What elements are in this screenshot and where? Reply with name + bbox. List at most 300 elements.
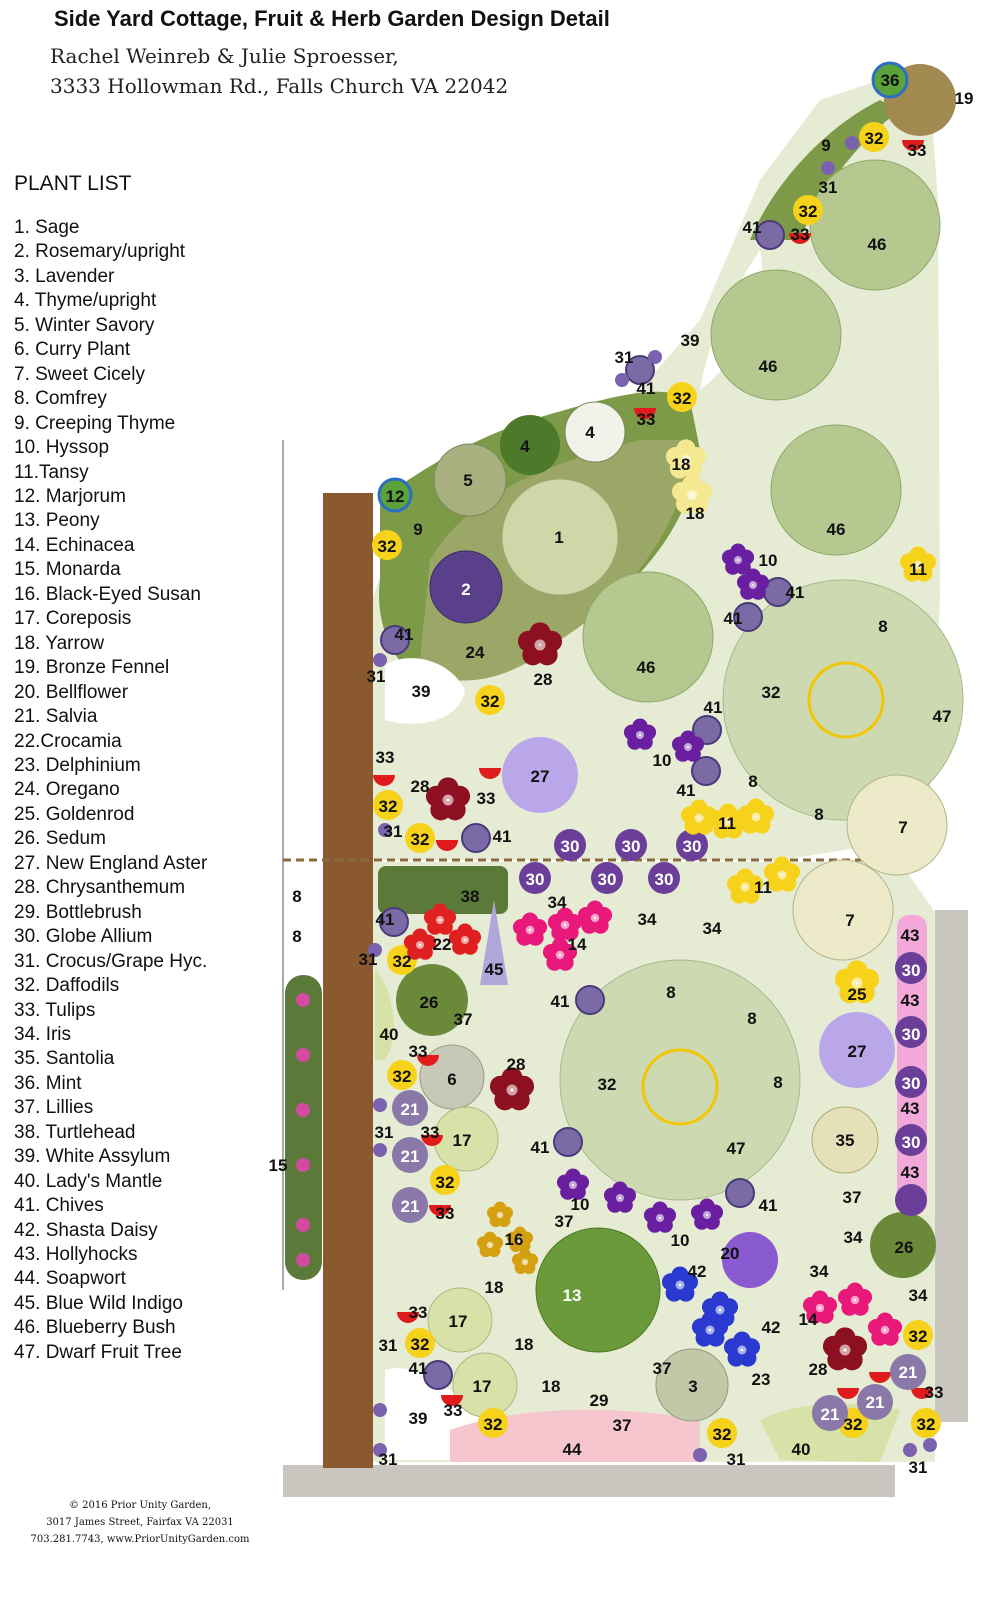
plant-number-label: 34 <box>702 919 722 938</box>
plant-number-label: 41 <box>408 1359 428 1378</box>
plant-list-item: 2. Rosemary/upright <box>14 241 186 263</box>
plant-number-label: 8 <box>773 1073 783 1092</box>
flower-center <box>416 941 424 949</box>
flower-petal <box>738 805 755 822</box>
plant-number-label: 30 <box>682 837 702 856</box>
plant-number-label: 10 <box>758 551 778 570</box>
flower-center <box>656 1214 664 1222</box>
plant-number-label: 28 <box>410 777 430 796</box>
plant-number-label: 34 <box>547 893 567 912</box>
flower-petal <box>578 907 594 923</box>
plant-number-label: 8 <box>292 887 302 906</box>
flower-center <box>487 1242 494 1249</box>
flower-petal <box>604 1188 619 1203</box>
plant-number-label: 37 <box>612 1416 632 1435</box>
chives-marker <box>692 757 720 785</box>
plant-number-label: 21 <box>898 1363 918 1382</box>
plant-number-label: 31 <box>614 348 634 367</box>
flower-petal <box>490 1076 511 1097</box>
plant-number-label: 31 <box>908 1458 928 1477</box>
plant-number-label: 24 <box>465 643 485 662</box>
flower-center <box>881 1326 890 1335</box>
plant-number-label: 32 <box>435 1173 455 1192</box>
plant-number-label: 8 <box>666 983 676 1002</box>
plant-number-label: 42 <box>761 1318 781 1337</box>
flower-center <box>436 916 444 924</box>
plant-list-item: 17. Coreposis <box>14 608 132 630</box>
footer-line-1: © 2016 Prior Unity Garden, <box>68 1500 212 1511</box>
plant-number-label: 37 <box>453 1010 473 1029</box>
peony-shrub <box>536 1228 660 1352</box>
plant-list-item: 41. Chives <box>14 1195 104 1217</box>
plant-number-label: 18 <box>514 1335 534 1354</box>
plant-list-item: 6. Curry Plant <box>14 339 131 361</box>
plant-number-label: 16 <box>504 1230 524 1249</box>
plant-number-label: 30 <box>901 1025 921 1044</box>
plant-number-label: 30 <box>901 1133 921 1152</box>
plant-number-label: 33 <box>636 410 656 429</box>
plant-number-label: 3 <box>688 1377 698 1396</box>
plant-list-item: 5. Winter Savory <box>14 314 155 336</box>
plant-number-label: 32 <box>410 1335 430 1354</box>
flower-center <box>443 795 454 806</box>
flower-center <box>840 1345 851 1356</box>
flower-center <box>556 951 565 960</box>
plant-list-item: 28. Chrysanthemum <box>14 877 186 899</box>
plant-list-item: 22.Crocamia <box>14 730 122 752</box>
plant-number-label: 19 <box>954 89 974 108</box>
flower-center <box>706 1326 715 1335</box>
flower-petal <box>624 725 639 740</box>
flower-center <box>695 814 704 823</box>
plant-number-label: 14 <box>798 1310 818 1329</box>
owners-line: Rachel Weinreb & Julie Sproesser, <box>50 44 399 68</box>
plant-number-label: 17 <box>448 1312 468 1331</box>
plant-list-item: 21. Salvia <box>14 706 98 728</box>
plant-number-label: 27 <box>530 767 550 786</box>
flower-petal <box>512 1254 524 1266</box>
plant-number-label: 33 <box>408 1303 428 1322</box>
plant-number-label: 32 <box>597 1075 617 1094</box>
plant-number-label: 10 <box>670 1231 690 1250</box>
fence <box>323 493 373 1468</box>
flower-petal <box>404 935 419 950</box>
plant-number-label: 39 <box>680 331 700 350</box>
flower-petal <box>518 631 539 652</box>
plant-number-label: 11 <box>909 560 927 579</box>
flower-center <box>734 556 742 564</box>
plant-number-label: 22 <box>432 935 452 954</box>
plant-list-item: 10. Hyssop <box>14 437 110 459</box>
plant-number-label: 7 <box>845 911 855 930</box>
flower-petal <box>672 482 691 501</box>
plant-number-label: 47 <box>726 1139 746 1158</box>
plant-number-label: 11 <box>754 878 772 897</box>
plant-number-label: 46 <box>826 520 846 539</box>
plant-list-item: 19. Bronze Fennel <box>14 657 170 679</box>
plant-number-label: 30 <box>525 870 545 889</box>
crocus-marker <box>373 1403 387 1417</box>
flower-center <box>684 743 692 751</box>
plant-list-item: 35. Santolia <box>14 1048 115 1070</box>
plant-list-item: 26. Sedum <box>14 828 106 850</box>
plant-number-label: 31 <box>366 667 386 686</box>
plant-number-label: 32 <box>480 692 500 711</box>
plant-number-label: 14 <box>567 935 587 954</box>
plant-list-item: 45. Blue Wild Indigo <box>14 1292 183 1314</box>
plant-list-item: 24. Oregano <box>14 779 120 801</box>
plant-number-label: 13 <box>562 1286 582 1305</box>
footer-line-3: 703.281.7743, www.PriorUnityGarden.com <box>30 1534 250 1545</box>
flower-petal <box>838 1289 854 1305</box>
plant-number-label: 32 <box>761 683 781 702</box>
crocus-marker <box>615 373 629 387</box>
plant-number-label: 30 <box>560 837 580 856</box>
plant-number-label: 30 <box>621 837 641 856</box>
plant-number-label: 26 <box>894 1238 914 1257</box>
thyme-2 <box>565 402 625 462</box>
plant-list-item: 36. Mint <box>14 1072 82 1094</box>
plant-list-item: 29. Bottlebrush <box>14 901 142 923</box>
plant-list-item: 7. Sweet Cicely <box>14 363 145 385</box>
plant-number-label: 4 <box>520 437 530 456</box>
flower-petal <box>724 1338 741 1355</box>
plant-number-label: 8 <box>292 927 302 946</box>
plant-list-item: 32. Daffodils <box>14 975 120 997</box>
plant-number-label: 46 <box>758 357 778 376</box>
plant-number-label: 31 <box>383 822 403 841</box>
flower-petal <box>477 1237 489 1249</box>
plant-number-label: 34 <box>908 1286 928 1305</box>
plant-number-label: 1 <box>554 528 564 547</box>
flower-center <box>461 936 469 944</box>
globe-allium-marker <box>895 1184 927 1216</box>
plant-number-label: 29 <box>589 1391 609 1410</box>
flower-petal <box>722 550 737 565</box>
flower-petal <box>823 1336 844 1357</box>
plant-number-label: 33 <box>435 1204 455 1223</box>
plant-list-item: 9. Creeping Thyme <box>14 412 176 434</box>
plant-number-label: 43 <box>900 926 920 945</box>
plant-list-item: 34. Iris <box>14 1023 72 1045</box>
plant-number-label: 32 <box>864 129 884 148</box>
flower-petal <box>681 806 698 823</box>
monarda-flower <box>296 1103 310 1117</box>
plant-number-label: 41 <box>492 827 512 846</box>
plant-number-label: 28 <box>506 1055 526 1074</box>
plant-number-label: 32 <box>672 389 692 408</box>
plant-number-label: 33 <box>907 141 927 160</box>
plant-number-label: 31 <box>358 950 378 969</box>
plant-number-label: 41 <box>375 910 395 929</box>
plant-number-label: 8 <box>748 772 758 791</box>
plant-number-label: 43 <box>900 991 920 1010</box>
flower-petal <box>487 1207 499 1219</box>
crocus-marker <box>373 653 387 667</box>
monarda-flower <box>296 1218 310 1232</box>
plant-list-item: 43. Hollyhocks <box>14 1244 138 1266</box>
plant-number-label: 41 <box>676 781 696 800</box>
plant-number-label: 26 <box>419 993 439 1012</box>
plant-number-label: 32 <box>798 202 818 221</box>
flower-center <box>687 490 697 500</box>
plant-number-label: 18 <box>541 1377 561 1396</box>
plant-list-heading: PLANT LIST <box>14 172 132 195</box>
plant-number-label: 39 <box>408 1409 428 1428</box>
plant-number-label: 43 <box>900 1099 920 1118</box>
plant-number-label: 30 <box>901 1074 921 1093</box>
flower-petal <box>727 875 744 892</box>
flower-center <box>741 883 750 892</box>
crocus-marker <box>845 136 859 150</box>
flower-center <box>749 581 757 589</box>
plant-number-label: 4 <box>585 423 595 442</box>
flower-petal <box>513 919 529 935</box>
monarda-flower <box>296 1253 310 1267</box>
plant-number-label: 32 <box>392 952 412 971</box>
plant-list-item: 25. Goldenrod <box>14 803 135 825</box>
plant-list-item: 46. Blueberry Bush <box>14 1317 176 1339</box>
flower-center <box>636 731 644 739</box>
plant-list-item: 40. Lady's Mantle <box>14 1170 163 1192</box>
blueberry-bush-2 <box>711 270 841 400</box>
plant-number-label: 17 <box>472 1377 492 1396</box>
monarda-flower <box>296 1048 310 1062</box>
plant-list-item: 11.Tansy <box>14 461 89 483</box>
plant-number-label: 27 <box>847 1042 867 1061</box>
chives-marker <box>726 1179 754 1207</box>
crocus-marker <box>373 1143 387 1157</box>
crocus-marker <box>923 1438 937 1452</box>
plant-list-item: 37. Lillies <box>14 1097 94 1119</box>
plant-number-label: 28 <box>808 1360 828 1379</box>
flower-petal <box>672 737 687 752</box>
plant-number-label: 43 <box>900 1163 920 1182</box>
plant-number-label: 10 <box>652 751 672 770</box>
plant-number-label: 34 <box>843 1228 863 1247</box>
plant-number-label: 31 <box>374 1123 394 1142</box>
plant-number-label: 7 <box>898 818 908 837</box>
plant-number-label: 38 <box>460 887 480 906</box>
plant-number-label: 41 <box>636 379 656 398</box>
crocus-marker <box>693 1448 707 1462</box>
plant-number-label: 9 <box>413 520 423 539</box>
plant-number-label: 30 <box>901 961 921 980</box>
plant-number-label: 32 <box>908 1327 928 1346</box>
plant-number-label: 5 <box>463 471 473 490</box>
plant-number-label: 30 <box>654 870 674 889</box>
plant-number-label: 21 <box>400 1100 420 1119</box>
plant-list-item: 33. Tulips <box>14 999 96 1021</box>
flower-petal <box>692 1318 709 1335</box>
flower-center <box>526 926 535 935</box>
flower-center <box>752 813 761 822</box>
plant-number-label: 47 <box>932 707 952 726</box>
crocus-marker <box>821 161 835 175</box>
flower-center <box>591 914 600 923</box>
plant-number-label: 41 <box>394 625 414 644</box>
plant-number-label: 33 <box>375 748 395 767</box>
plant-number-label: 10 <box>570 1195 590 1214</box>
plant-number-label: 17 <box>452 1131 472 1150</box>
plant-number-label: 8 <box>878 617 888 636</box>
sweet-cicely-2 <box>793 860 893 960</box>
plant-list-item: 20. Bellflower <box>14 681 129 703</box>
plant-number-label: 31 <box>818 178 838 197</box>
plant-number-label: 21 <box>400 1147 420 1166</box>
plant-number-label: 33 <box>420 1123 440 1142</box>
patio-right <box>935 910 968 1422</box>
flower-center <box>738 1346 747 1355</box>
plant-number-label: 2 <box>461 580 471 599</box>
plant-number-label: 45 <box>484 960 504 979</box>
plant-number-label: 37 <box>842 1188 862 1207</box>
footer-line-2: 3017 James Street, Fairfax VA 22031 <box>46 1517 234 1528</box>
plant-list-item: 42. Shasta Daisy <box>14 1219 158 1241</box>
plant-number-label: 41 <box>723 609 743 628</box>
plant-number-label: 41 <box>785 583 805 602</box>
plant-number-label: 41 <box>530 1138 550 1157</box>
plant-number-label: 21 <box>820 1405 840 1424</box>
plant-list-item: 13. Peony <box>14 510 100 532</box>
plant-number-label: 44 <box>562 1440 582 1459</box>
plant-list-item: 23. Delphinium <box>14 754 141 776</box>
thyme-1 <box>500 415 560 475</box>
chives-marker <box>424 1361 452 1389</box>
address-line: 3333 Hollowman Rd., Falls Church VA 22042 <box>50 74 509 98</box>
plant-number-label: 46 <box>867 235 887 254</box>
plant-number-label: 8 <box>814 805 824 824</box>
chives-marker <box>576 986 604 1014</box>
plant-number-label: 42 <box>687 1262 707 1281</box>
crocus-marker <box>903 1443 917 1457</box>
crocus-marker <box>373 1098 387 1112</box>
plant-number-label: 41 <box>758 1196 778 1215</box>
plant-list-item: 14. Echinacea <box>14 534 135 556</box>
monarda-flower <box>296 993 310 1007</box>
flower-petal <box>691 1205 706 1220</box>
plant-number-label: 8 <box>747 1009 757 1028</box>
plant-number-label: 41 <box>703 698 723 717</box>
plant-number-label: 31 <box>378 1450 398 1469</box>
plant-list-item: 3. Lavender <box>14 265 115 287</box>
plant-number-label: 46 <box>636 658 656 677</box>
page-title: Side Yard Cottage, Fruit & Herb Garden Design Detail <box>54 6 610 31</box>
plant-number-label: 32 <box>410 830 430 849</box>
flower-center <box>507 1085 518 1096</box>
plant-list-item: 4. Thyme/upright <box>14 290 157 312</box>
plant-number-label: 31 <box>726 1450 746 1469</box>
plant-number-label: 33 <box>924 1383 944 1402</box>
flower-petal <box>737 575 752 590</box>
plant-number-label: 32 <box>378 797 398 816</box>
plant-number-label: 39 <box>411 682 431 701</box>
plant-number-label: 41 <box>742 218 762 237</box>
plant-number-label: 36 <box>880 71 900 90</box>
plant-number-label: 12 <box>385 487 405 506</box>
flower-petal <box>868 1319 884 1335</box>
plant-number-label: 18 <box>685 504 705 523</box>
plant-number-label: 32 <box>712 1425 732 1444</box>
plant-number-label: 32 <box>392 1067 412 1086</box>
plant-number-label: 21 <box>400 1197 420 1216</box>
plant-number-label: 33 <box>443 1401 463 1420</box>
plant-list-item: 39. White Assylum <box>14 1146 171 1168</box>
plant-list-item: 8. Comfrey <box>14 388 107 410</box>
chives-marker <box>554 1128 582 1156</box>
plant-list-item: 44. Soapwort <box>14 1268 126 1290</box>
plant-number-label: 15 <box>268 1156 288 1175</box>
flower-center <box>778 871 787 880</box>
plant-number-label: 32 <box>843 1415 863 1434</box>
plant-list-item: 47. Dwarf Fruit Tree <box>14 1341 182 1363</box>
flower-petal <box>543 944 559 960</box>
plant-number-label: 21 <box>865 1393 885 1412</box>
flower-center <box>616 1194 624 1202</box>
monarda-flower <box>296 1158 310 1172</box>
chives-marker <box>462 824 490 852</box>
flower-center <box>522 1259 529 1266</box>
plant-number-label: 32 <box>483 1415 503 1434</box>
plant-number-label: 32 <box>377 537 397 556</box>
plant-number-label: 37 <box>652 1359 672 1378</box>
flower-center <box>716 1306 725 1315</box>
flower-center <box>851 1296 860 1305</box>
plant-number-label: 34 <box>637 910 657 929</box>
plant-number-label: 33 <box>476 789 496 808</box>
plant-list-item: 12. Marjorum <box>14 485 126 507</box>
plant-number-label: 25 <box>847 985 867 1004</box>
plant-number-label: 32 <box>916 1415 936 1434</box>
plant-number-label: 28 <box>533 670 553 689</box>
plant-list-item: 16. Black-Eyed Susan <box>14 583 201 605</box>
flower-center <box>497 1212 504 1219</box>
flower-petal <box>557 1175 572 1190</box>
monarda-strip <box>285 975 322 1280</box>
plant-list-item: 38. Turtlehead <box>14 1121 136 1143</box>
plant-list-item: 1. Sage <box>14 217 80 238</box>
plant-list-item: 27. New England Aster <box>14 852 208 874</box>
flower-petal <box>424 910 439 925</box>
sweet-cicely-1 <box>847 775 947 875</box>
plant-number-label: 35 <box>835 1131 855 1150</box>
patio-bottom <box>283 1465 895 1497</box>
flower-center <box>676 1281 685 1290</box>
blueberry-bush-4 <box>583 572 713 702</box>
plant-number-label: 18 <box>671 455 691 474</box>
plant-number-label: 31 <box>378 1336 398 1355</box>
plant-number-label: 11 <box>718 814 736 833</box>
plant-number-label: 23 <box>751 1370 771 1389</box>
plant-number-label: 41 <box>550 992 570 1011</box>
plant-list-item: 30. Globe Allium <box>14 926 153 948</box>
plant-number-label: 40 <box>379 1025 399 1044</box>
plant-number-label: 9 <box>821 136 831 155</box>
plant-number-label: 18 <box>484 1278 504 1297</box>
plant-list-item: 15. Monarda <box>14 559 121 581</box>
flower-center <box>703 1211 711 1219</box>
flower-center <box>561 921 570 930</box>
flower-petal <box>548 914 564 930</box>
plant-number-label: 34 <box>809 1262 829 1281</box>
flower-petal <box>644 1208 659 1223</box>
plant-number-label: 33 <box>790 225 810 244</box>
plant-number-label: 33 <box>408 1042 428 1061</box>
flower-petal <box>662 1273 679 1290</box>
plant-number-label: 6 <box>447 1070 457 1089</box>
plant-list-item: 31. Crocus/Grape Hyc. <box>14 950 208 972</box>
crocus-marker <box>648 350 662 364</box>
